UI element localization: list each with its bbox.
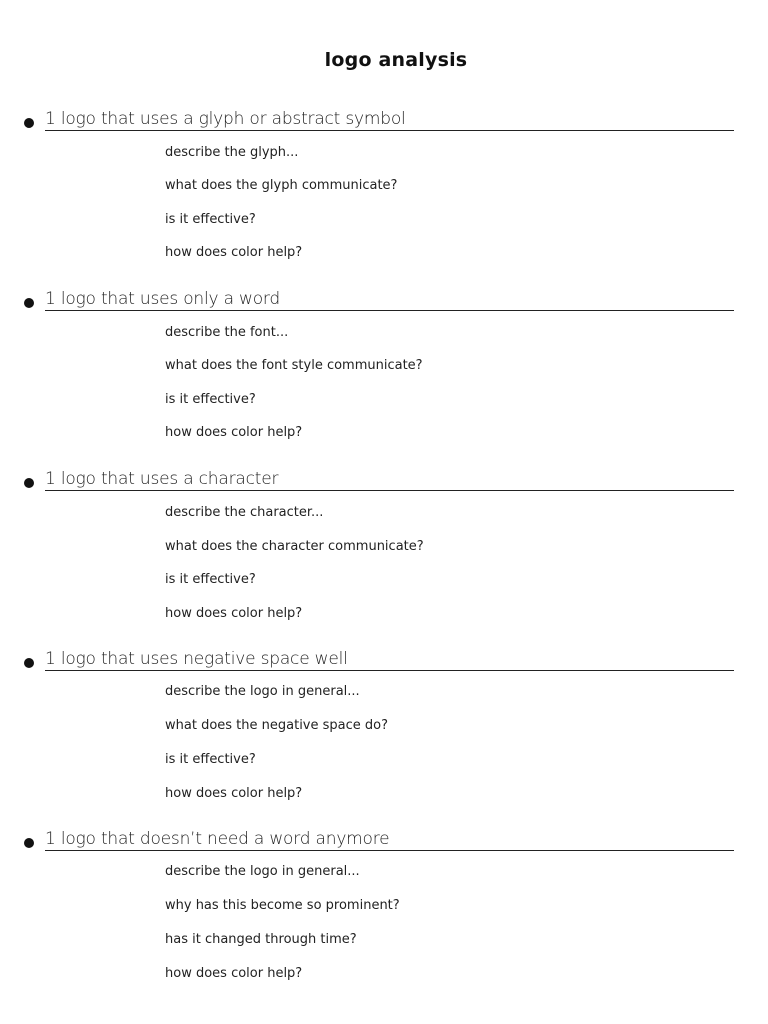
bullet-icon — [24, 658, 34, 668]
question-item: is it effective? — [165, 752, 256, 767]
question-item: describe the character... — [165, 505, 324, 520]
question-item: describe the glyph... — [165, 145, 299, 160]
question-item: what does the glyph communicate? — [165, 178, 398, 193]
page-title: logo analysis — [324, 49, 468, 71]
bullet-icon — [24, 298, 34, 308]
question-item: how does color help? — [165, 786, 303, 801]
question-item: is it effective? — [165, 212, 256, 227]
question-item: how does color help? — [165, 245, 303, 260]
question-item: describe the logo in general... — [165, 684, 360, 699]
question-item: describe the font... — [165, 325, 289, 340]
bullet-icon — [24, 118, 34, 128]
section-heading: 1 logo that uses a character — [45, 468, 734, 491]
question-item: is it effective? — [165, 392, 256, 407]
section-heading: 1 logo that doesn’t need a word anymore — [45, 828, 734, 851]
bullet-icon — [24, 838, 34, 848]
question-item: how does color help? — [165, 425, 303, 440]
question-item: has it changed through time? — [165, 932, 357, 947]
question-item: why has this become so prominent? — [165, 898, 400, 913]
section-heading: 1 logo that uses only a word — [45, 288, 734, 311]
question-item: what does the font style communicate? — [165, 358, 423, 373]
question-item: is it effective? — [165, 572, 256, 587]
bullet-icon — [24, 478, 34, 488]
question-item: what does the character communicate? — [165, 539, 424, 554]
question-item: how does color help? — [165, 606, 303, 621]
question-item: how does color help? — [165, 966, 303, 981]
section-heading: 1 logo that uses a glyph or abstract symbol — [45, 108, 734, 131]
section-heading: 1 logo that uses negative space well — [45, 648, 734, 671]
question-item: describe the logo in general... — [165, 864, 360, 879]
question-item: what does the negative space do? — [165, 718, 389, 733]
